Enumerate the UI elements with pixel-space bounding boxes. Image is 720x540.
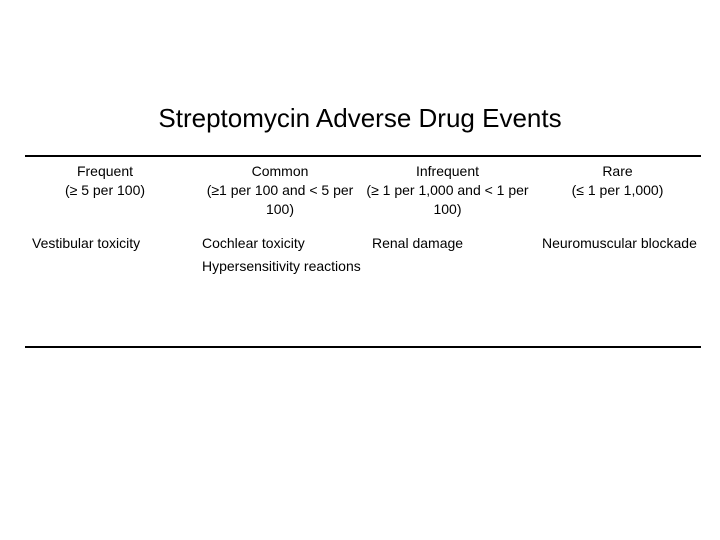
column-cells xyxy=(365,234,530,253)
table-cell: Renal damage xyxy=(372,235,464,251)
column-infrequent xyxy=(365,162,530,257)
column-header: Rare (≤ 1 per 1,000) xyxy=(571,163,664,198)
column-rare xyxy=(535,162,700,257)
column-cells xyxy=(25,234,185,253)
column-common xyxy=(195,162,365,280)
table-cell: Hypersensitivity reactions xyxy=(202,258,361,274)
column-frequent xyxy=(25,162,185,257)
column-cells xyxy=(195,234,365,276)
table-cell: Vestibular toxicity xyxy=(32,235,141,251)
column-header: Infrequent (≥ 1 per 1,000 and < 1 per 100) xyxy=(366,163,529,217)
table-top-rule xyxy=(25,155,701,157)
column-cells xyxy=(535,234,700,253)
table-bottom-rule xyxy=(25,346,701,348)
table-cell: Cochlear toxicity xyxy=(202,235,305,251)
column-header: Common (≥1 per 100 and < 5 per 100) xyxy=(206,163,354,217)
column-header: Frequent (≥ 5 per 100) xyxy=(64,163,146,198)
slide-title: Streptomycin Adverse Drug Events xyxy=(158,103,562,133)
table-cell: Neuromuscular blockade xyxy=(542,235,697,251)
